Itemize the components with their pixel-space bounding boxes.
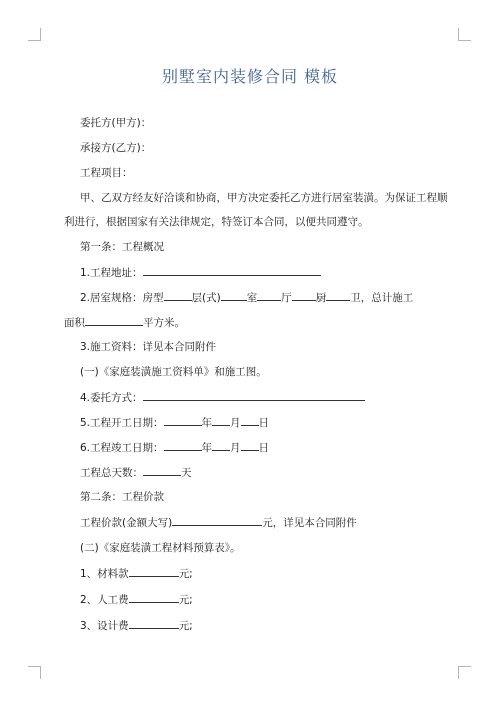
start-date-label: 5.工程开工日期： <box>80 417 164 429</box>
kitchen-blank[interactable] <box>326 290 350 301</box>
crop-mark-bottom-left <box>28 666 41 679</box>
start-month-label: 月 <box>230 417 241 429</box>
total-days-unit: 天 <box>181 467 192 479</box>
intro-line-1: 甲、乙双方经友好洽谈和协商，甲方决定委托乙方进行居室装潢。为保证工程顺 <box>80 192 448 204</box>
cost-materials-unit: 元; <box>178 568 193 580</box>
item-area <box>64 315 444 330</box>
cost-design-label: 3、设计费 <box>80 620 129 632</box>
total-days-label: 工程总天数： <box>80 467 143 479</box>
item-address <box>80 265 460 280</box>
crop-mark-top-right <box>458 28 471 41</box>
end-date-label: 6.工程竣工日期： <box>80 442 164 454</box>
contractor-label: 承接方(乙方)： <box>80 142 152 154</box>
item-total-days <box>80 465 460 480</box>
article2-heading: 第二条：工程价款 <box>80 491 164 503</box>
end-year-blank[interactable] <box>164 440 202 451</box>
cost-labor-unit: 元; <box>178 594 193 606</box>
room-blank[interactable] <box>257 290 281 301</box>
start-day-blank[interactable] <box>241 415 259 426</box>
layer-blank[interactable] <box>221 290 247 301</box>
end-day-label: 日 <box>258 442 270 454</box>
project-label: 工程项目： <box>80 167 133 179</box>
item-start-date <box>80 415 460 430</box>
total-days-blank[interactable] <box>143 465 181 476</box>
start-year-label: 年 <box>201 417 213 429</box>
cost-materials <box>80 566 460 581</box>
address-blank[interactable] <box>143 265 321 276</box>
item-room-spec <box>80 290 460 305</box>
layer-label: 层(式) <box>191 292 221 304</box>
cost-materials-label: 1、材料款 <box>80 568 129 580</box>
cost-labor-label: 2、人工费 <box>80 594 129 606</box>
kitchen-label: 厨 <box>315 292 327 304</box>
item-end-date <box>80 440 460 455</box>
crop-mark-bottom-right <box>458 666 471 679</box>
room-spec-prefix: 2.居室规格：房型 <box>80 292 164 304</box>
item-materials: 3.施工资料：详见本合同附件 <box>80 341 217 353</box>
client-label: 委托方(甲方)： <box>80 117 152 129</box>
commission-method-blank[interactable] <box>143 390 365 401</box>
price-blank[interactable] <box>172 515 262 526</box>
bath-label: 卫，总计施工 <box>350 292 414 304</box>
commission-method-label: 4.委托方式： <box>80 392 143 404</box>
item-address-label: 1.工程地址： <box>80 267 143 279</box>
hall-blank[interactable] <box>292 290 316 301</box>
cost-materials-blank[interactable] <box>129 566 179 577</box>
item-price <box>80 515 460 530</box>
area-unit: 平方米。 <box>143 317 185 329</box>
cost-design-blank[interactable] <box>129 618 179 629</box>
price-label: 工程价款(金额大写) <box>80 517 173 529</box>
price-suffix: 元，详见本合同附件 <box>262 517 357 529</box>
cost-labor <box>80 592 460 607</box>
item-commission-method <box>80 390 460 405</box>
area-label: 面积 <box>64 317 85 329</box>
end-day-blank[interactable] <box>241 440 259 451</box>
hall-label: 厅 <box>281 292 292 304</box>
end-month-label: 月 <box>230 442 241 454</box>
item-materials-sub: (一)《家庭装潢施工资料单》和施工图。 <box>80 366 267 378</box>
end-year-label: 年 <box>201 442 213 454</box>
start-day-label: 日 <box>258 417 270 429</box>
room-type-blank[interactable] <box>164 290 192 301</box>
cost-labor-blank[interactable] <box>129 592 179 603</box>
intro-line-2: 利进行，根据国家有关法律规定，特签订本合同，以便共同遵守。 <box>64 216 369 228</box>
budget-title: (二)《家庭装潢工程材料预算表》。 <box>80 542 241 554</box>
article1-heading: 第一条：工程概况 <box>80 241 164 253</box>
cost-design-unit: 元; <box>178 620 193 632</box>
end-month-blank[interactable] <box>212 440 230 451</box>
start-year-blank[interactable] <box>164 415 202 426</box>
start-month-blank[interactable] <box>212 415 230 426</box>
room-label: 室 <box>246 292 258 304</box>
cost-design <box>80 618 460 633</box>
crop-mark-top-left <box>28 28 41 41</box>
document-title: 别墅室内装修合同 模板 <box>161 67 339 86</box>
area-blank[interactable] <box>85 315 143 326</box>
